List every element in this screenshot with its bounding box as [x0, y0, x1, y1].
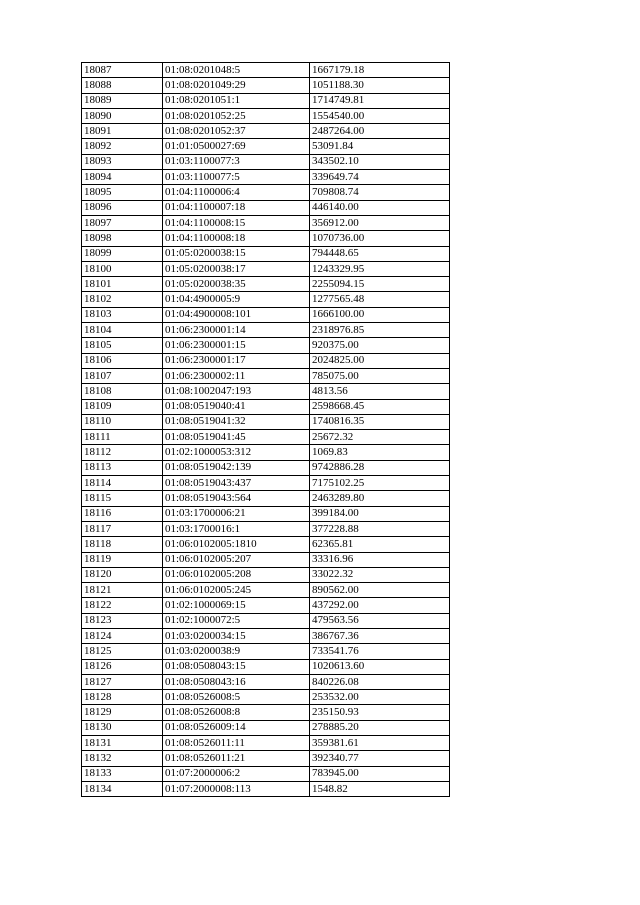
- cadastral-number-cell: 01:08:0201048:5: [163, 63, 310, 78]
- cadastral-number-cell: 01:04:1100008:18: [163, 231, 310, 246]
- record-number-cell: 18090: [82, 108, 163, 123]
- table-row: [82, 108, 450, 123]
- record-number-cell: 18128: [82, 690, 163, 705]
- table-row: [82, 414, 450, 429]
- table-row: [82, 93, 450, 108]
- record-number-cell: 18106: [82, 353, 163, 368]
- cadastral-number-cell: 01:08:0508043:15: [163, 659, 310, 674]
- cadastral-number-cell: 01:05:0200038:17: [163, 261, 310, 276]
- cadastral-number-cell: 01:03:1700006:21: [163, 506, 310, 521]
- cadastral-number-cell: 01:08:0519041:45: [163, 430, 310, 445]
- table-row: [82, 384, 450, 399]
- table-row: [82, 644, 450, 659]
- cadastral-number-cell: 01:06:0102005:207: [163, 552, 310, 567]
- value-cell: 25672.32: [310, 430, 450, 445]
- table-row: [82, 323, 450, 338]
- cadastral-number-cell: 01:08:0508043:16: [163, 674, 310, 689]
- cadastral-number-cell: 01:08:1002047:193: [163, 384, 310, 399]
- value-cell: 2463289.80: [310, 491, 450, 506]
- record-number-cell: 18094: [82, 170, 163, 185]
- cadastral-number-cell: 01:06:2300001:14: [163, 323, 310, 338]
- value-cell: 33316.96: [310, 552, 450, 567]
- value-cell: 278885.20: [310, 720, 450, 735]
- table-row: [82, 460, 450, 475]
- cadastral-number-cell: 01:02:1000069:15: [163, 598, 310, 613]
- cadastral-number-cell: 01:08:0526008:5: [163, 690, 310, 705]
- records-table: [81, 62, 450, 797]
- table-row: [82, 307, 450, 322]
- value-cell: 2255094.15: [310, 277, 450, 292]
- cadastral-number-cell: 01:08:0526011:21: [163, 751, 310, 766]
- cadastral-number-cell: 01:08:0519043:437: [163, 476, 310, 491]
- cadastral-number-cell: 01:08:0519040:41: [163, 399, 310, 414]
- value-cell: 1667179.18: [310, 63, 450, 78]
- value-cell: 794448.65: [310, 246, 450, 261]
- value-cell: 62365.81: [310, 537, 450, 552]
- cadastral-number-cell: 01:08:0201049:29: [163, 78, 310, 93]
- value-cell: 2024825.00: [310, 353, 450, 368]
- value-cell: 359381.61: [310, 736, 450, 751]
- record-number-cell: 18092: [82, 139, 163, 154]
- value-cell: 1548.82: [310, 781, 450, 796]
- value-cell: 377228.88: [310, 521, 450, 536]
- value-cell: 339649.74: [310, 170, 450, 185]
- cadastral-number-cell: 01:02:1000053:312: [163, 445, 310, 460]
- value-cell: 1051188.30: [310, 78, 450, 93]
- record-number-cell: 18103: [82, 307, 163, 322]
- record-number-cell: 18121: [82, 583, 163, 598]
- cadastral-number-cell: 01:03:0200038:9: [163, 644, 310, 659]
- record-number-cell: 18110: [82, 414, 163, 429]
- value-cell: 2318976.85: [310, 323, 450, 338]
- table-row: [82, 613, 450, 628]
- cadastral-number-cell: 01:03:0200034:15: [163, 628, 310, 643]
- cadastral-number-cell: 01:06:0102005:245: [163, 583, 310, 598]
- cadastral-number-cell: 01:08:0526009:14: [163, 720, 310, 735]
- value-cell: 386767.36: [310, 628, 450, 643]
- table-row: [82, 78, 450, 93]
- table-row: [82, 246, 450, 261]
- record-number-cell: 18132: [82, 751, 163, 766]
- table-row: [82, 277, 450, 292]
- value-cell: 709808.74: [310, 185, 450, 200]
- value-cell: 4813.56: [310, 384, 450, 399]
- table-row: [82, 628, 450, 643]
- table-row: [82, 598, 450, 613]
- cadastral-number-cell: 01:01:0500027:69: [163, 139, 310, 154]
- value-cell: 733541.76: [310, 644, 450, 659]
- record-number-cell: 18112: [82, 445, 163, 460]
- record-number-cell: 18089: [82, 93, 163, 108]
- cadastral-number-cell: 01:08:0526011:11: [163, 736, 310, 751]
- table-row: [82, 185, 450, 200]
- value-cell: 785075.00: [310, 368, 450, 383]
- cadastral-number-cell: 01:08:0519043:564: [163, 491, 310, 506]
- record-number-cell: 18097: [82, 215, 163, 230]
- value-cell: 2487264.00: [310, 124, 450, 139]
- table-row: [82, 537, 450, 552]
- record-number-cell: 18107: [82, 368, 163, 383]
- cadastral-number-cell: 01:03:1100077:5: [163, 170, 310, 185]
- table-row: [82, 766, 450, 781]
- record-number-cell: 18105: [82, 338, 163, 353]
- value-cell: 1020613.60: [310, 659, 450, 674]
- value-cell: 399184.00: [310, 506, 450, 521]
- record-number-cell: 18134: [82, 781, 163, 796]
- record-number-cell: 18117: [82, 521, 163, 536]
- value-cell: 1277565.48: [310, 292, 450, 307]
- table-row: [82, 353, 450, 368]
- table-row: [82, 476, 450, 491]
- cadastral-number-cell: 01:06:0102005:208: [163, 567, 310, 582]
- cadastral-number-cell: 01:02:1000072:5: [163, 613, 310, 628]
- record-number-cell: 18116: [82, 506, 163, 521]
- cadastral-number-cell: 01:06:0102005:1810: [163, 537, 310, 552]
- record-number-cell: 18100: [82, 261, 163, 276]
- value-cell: 7175102.25: [310, 476, 450, 491]
- value-cell: 1069.83: [310, 445, 450, 460]
- table-row: [82, 338, 450, 353]
- cadastral-number-cell: 01:04:1100007:18: [163, 200, 310, 215]
- table-row: [82, 445, 450, 460]
- table-row: [82, 552, 450, 567]
- value-cell: 253532.00: [310, 690, 450, 705]
- record-number-cell: 18101: [82, 277, 163, 292]
- table-row: [82, 583, 450, 598]
- record-number-cell: 18093: [82, 154, 163, 169]
- table-row: [82, 200, 450, 215]
- value-cell: 392340.77: [310, 751, 450, 766]
- table-row: [82, 751, 450, 766]
- record-number-cell: 18091: [82, 124, 163, 139]
- value-cell: 1554540.00: [310, 108, 450, 123]
- table-row: [82, 215, 450, 230]
- value-cell: 479563.56: [310, 613, 450, 628]
- records-table-body: [82, 63, 450, 797]
- table-row: [82, 399, 450, 414]
- table-row: [82, 63, 450, 78]
- cadastral-number-cell: 01:07:2000006:2: [163, 766, 310, 781]
- table-row: [82, 368, 450, 383]
- record-number-cell: 18111: [82, 430, 163, 445]
- record-number-cell: 18095: [82, 185, 163, 200]
- table-row: [82, 705, 450, 720]
- value-cell: 1714749.81: [310, 93, 450, 108]
- record-number-cell: 18123: [82, 613, 163, 628]
- value-cell: 235150.93: [310, 705, 450, 720]
- cadastral-number-cell: 01:05:0200038:15: [163, 246, 310, 261]
- value-cell: 53091.84: [310, 139, 450, 154]
- value-cell: 356912.00: [310, 215, 450, 230]
- cadastral-number-cell: 01:03:1700016:1: [163, 521, 310, 536]
- table-row: [82, 154, 450, 169]
- value-cell: 2598668.45: [310, 399, 450, 414]
- table-row: [82, 506, 450, 521]
- value-cell: 1740816.35: [310, 414, 450, 429]
- record-number-cell: 18130: [82, 720, 163, 735]
- value-cell: 890562.00: [310, 583, 450, 598]
- cadastral-number-cell: 01:08:0201052:25: [163, 108, 310, 123]
- cadastral-number-cell: 01:06:2300001:17: [163, 353, 310, 368]
- record-number-cell: 18127: [82, 674, 163, 689]
- record-number-cell: 18113: [82, 460, 163, 475]
- record-number-cell: 18122: [82, 598, 163, 613]
- record-number-cell: 18124: [82, 628, 163, 643]
- record-number-cell: 18114: [82, 476, 163, 491]
- cadastral-number-cell: 01:06:2300001:15: [163, 338, 310, 353]
- record-number-cell: 18118: [82, 537, 163, 552]
- table-row: [82, 430, 450, 445]
- value-cell: 446140.00: [310, 200, 450, 215]
- value-cell: 9742886.28: [310, 460, 450, 475]
- record-number-cell: 18129: [82, 705, 163, 720]
- table-row: [82, 690, 450, 705]
- record-number-cell: 18102: [82, 292, 163, 307]
- table-row: [82, 659, 450, 674]
- value-cell: 1243329.95: [310, 261, 450, 276]
- record-number-cell: 18099: [82, 246, 163, 261]
- cadastral-number-cell: 01:04:4900005:9: [163, 292, 310, 307]
- value-cell: 783945.00: [310, 766, 450, 781]
- table-row: [82, 124, 450, 139]
- table-row: [82, 674, 450, 689]
- table-row: [82, 139, 450, 154]
- record-number-cell: 18109: [82, 399, 163, 414]
- table-row: [82, 292, 450, 307]
- cadastral-number-cell: 01:08:0201051:1: [163, 93, 310, 108]
- record-number-cell: 18131: [82, 736, 163, 751]
- record-number-cell: 18126: [82, 659, 163, 674]
- table-row: [82, 170, 450, 185]
- record-number-cell: 18120: [82, 567, 163, 582]
- table-row: [82, 736, 450, 751]
- value-cell: 840226.08: [310, 674, 450, 689]
- cadastral-number-cell: 01:03:1100077:3: [163, 154, 310, 169]
- value-cell: 1070736.00: [310, 231, 450, 246]
- record-number-cell: 18088: [82, 78, 163, 93]
- cadastral-number-cell: 01:08:0201052:37: [163, 124, 310, 139]
- cadastral-number-cell: 01:06:2300002:11: [163, 368, 310, 383]
- table-row: [82, 491, 450, 506]
- cadastral-number-cell: 01:07:2000008:113: [163, 781, 310, 796]
- record-number-cell: 18096: [82, 200, 163, 215]
- cadastral-number-cell: 01:08:0519041:32: [163, 414, 310, 429]
- cadastral-number-cell: 01:08:0526008:8: [163, 705, 310, 720]
- table-row: [82, 231, 450, 246]
- table-row: [82, 781, 450, 796]
- record-number-cell: 18115: [82, 491, 163, 506]
- value-cell: 920375.00: [310, 338, 450, 353]
- record-number-cell: 18108: [82, 384, 163, 399]
- value-cell: 343502.10: [310, 154, 450, 169]
- value-cell: 33022.32: [310, 567, 450, 582]
- table-row: [82, 521, 450, 536]
- cadastral-number-cell: 01:04:1100008:15: [163, 215, 310, 230]
- record-number-cell: 18119: [82, 552, 163, 567]
- value-cell: 1666100.00: [310, 307, 450, 322]
- cadastral-number-cell: 01:04:4900008:101: [163, 307, 310, 322]
- table-row: [82, 261, 450, 276]
- record-number-cell: 18133: [82, 766, 163, 781]
- value-cell: 437292.00: [310, 598, 450, 613]
- cadastral-number-cell: 01:05:0200038:35: [163, 277, 310, 292]
- record-number-cell: 18125: [82, 644, 163, 659]
- record-number-cell: 18104: [82, 323, 163, 338]
- cadastral-number-cell: 01:04:1100006:4: [163, 185, 310, 200]
- record-number-cell: 18087: [82, 63, 163, 78]
- table-row: [82, 720, 450, 735]
- record-number-cell: 18098: [82, 231, 163, 246]
- cadastral-number-cell: 01:08:0519042:139: [163, 460, 310, 475]
- table-row: [82, 567, 450, 582]
